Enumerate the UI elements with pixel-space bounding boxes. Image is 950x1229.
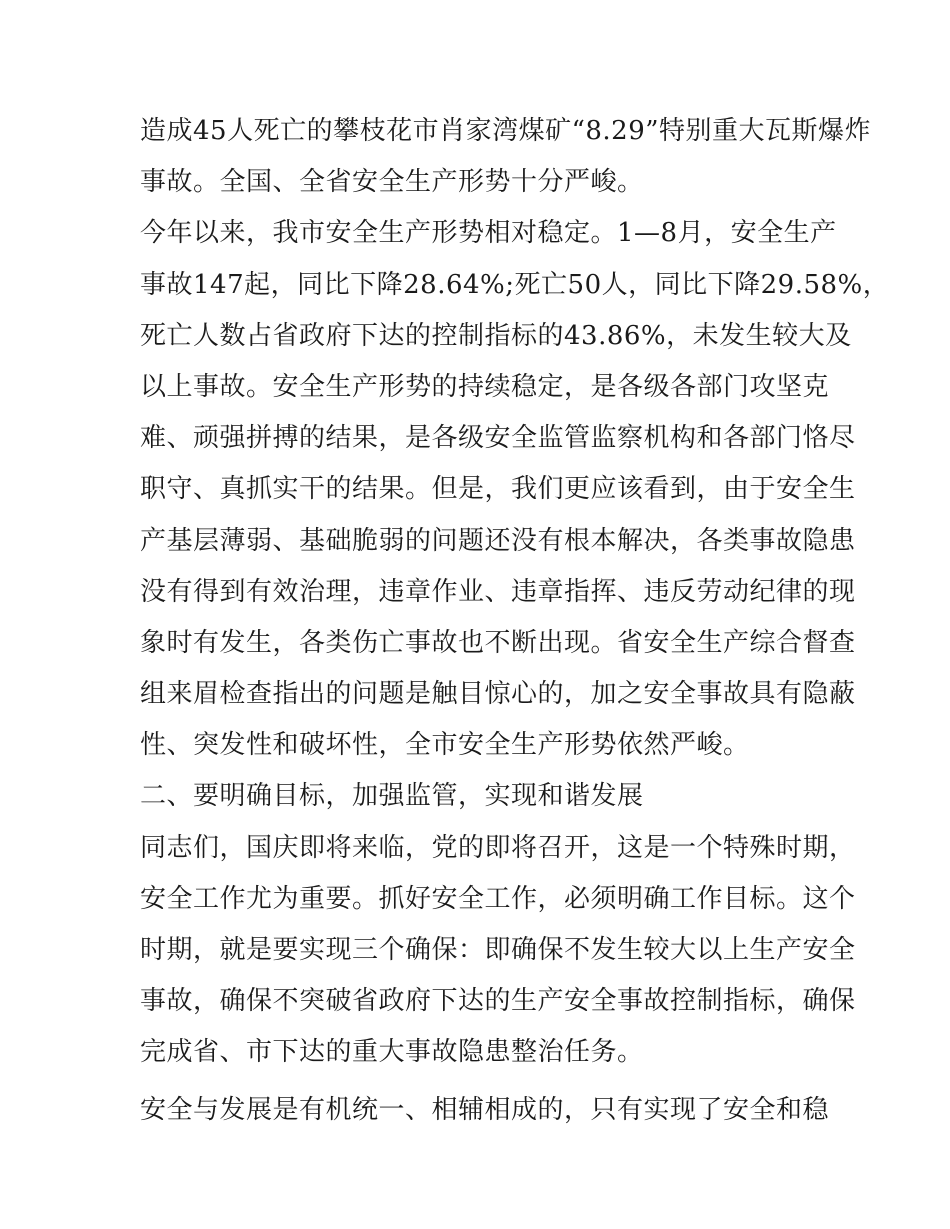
text-line: 事故。全国、全省安全生产形势十分严峻。 [140,167,644,198]
text-line: 事故，确保不突破省政府下达的生产安全事故控制指标，确保 [140,986,856,1017]
text-line: 今年以来，我市安全生产形势相对稳定。1—8月，安全生产 [140,218,837,249]
text-line: 事故147起，同比下降28.64%;死亡50人，同比下降29.58%， [140,269,890,300]
text-line: 产基层薄弱、基础脆弱的问题还没有根本解决，各类事故隐患 [140,525,856,556]
document-body [140,106,890,1136]
text-line: 安全工作尤为重要。抓好安全工作，必须明确工作目标。这个 [140,883,856,914]
text-line: 性、突发性和破坏性，全市安全生产形势依然严峻。 [140,730,750,761]
text-line: 职守、真抓实干的结果。但是，我们更应该看到，由于安全生 [140,474,856,505]
text-line: 安全与发展是有机统一、相辅相成的，只有实现了安全和稳 [140,1094,830,1125]
text-line: 没有得到有效治理，违章作业、违章指挥、违反劳动纪律的现 [140,576,856,607]
text-line: 同志们，国庆即将来临，党的即将召开，这是一个特殊时期， [140,832,856,863]
text-line: 难、顽强拼搏的结果，是各级安全监管监察机构和各部门恪尽 [140,423,856,454]
text-line: 造成45人死亡的攀枝花市肖家湾煤矿“8.29”特别重大瓦斯爆炸 [140,116,872,146]
section-heading: 二、要明确目标，加强监管，实现和谐发展 [140,781,644,812]
text-line: 象时有发生，各类伤亡事故也不断出现。省安全生产综合督查 [140,627,856,658]
text-line: 以上事故。安全生产形势的持续稳定，是各级各部门攻坚克 [140,371,830,402]
text-line: 时期，就是要实现三个确保：即确保不发生较大以上生产安全 [140,935,856,965]
text-line: 完成省、市下达的重大事故隐患整治任务。 [140,1037,644,1068]
text-line: 组来眉检查指出的问题是触目惊心的，加之安全事故具有隐蔽 [140,679,856,710]
text-line: 死亡人数占省政府下达的控制指标的43.86%，未发生较大及 [140,320,852,351]
